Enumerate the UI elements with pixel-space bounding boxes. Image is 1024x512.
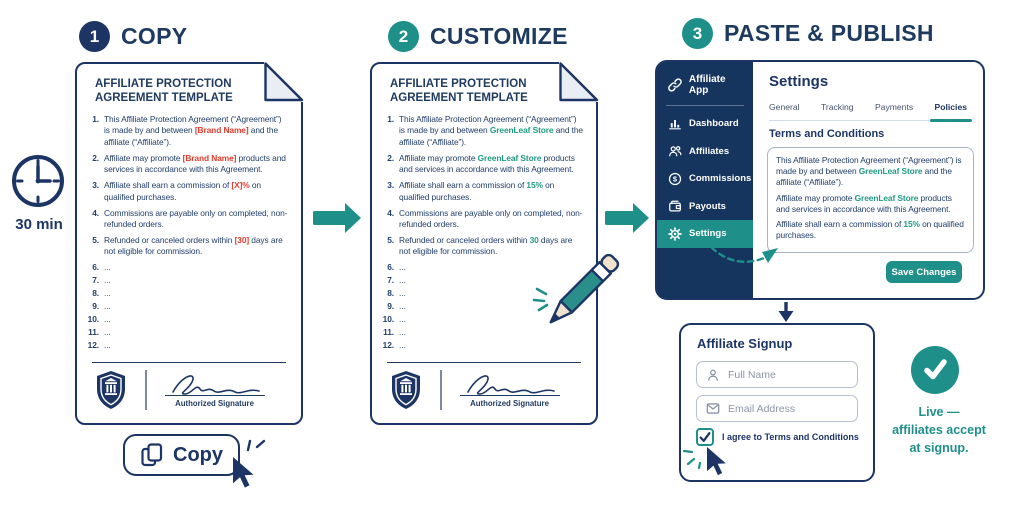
sidebar-item-settings[interactable] [657, 220, 753, 248]
terms-paragraph: This Affiliate Protection Agreement (“Agreement”) is made by and between GreenLeaf Store and the affiliate (“Affiliate”). [776, 155, 962, 187]
agreement-list [378, 114, 586, 352]
tab-tracking[interactable]: Tracking [820, 102, 854, 112]
agreement-item: 6. ... [387, 262, 406, 273]
folded-corner [264, 62, 304, 102]
svg-text:$: $ [672, 174, 678, 184]
copy-button-label: Copy [173, 443, 223, 466]
terms-paragraph: Affiliate shall earn a commission of 15% on qualified purchases. [776, 219, 964, 240]
agreement-item: 6. ... [92, 262, 111, 273]
settings-tabs [769, 102, 967, 121]
time-estimate-label: 30 min [15, 216, 63, 233]
document-footer [390, 365, 584, 415]
step-1-header [79, 21, 187, 52]
copy-icon [140, 442, 164, 468]
check-icon [698, 430, 712, 444]
affiliate-app-window [655, 60, 985, 300]
agreement-item: 2. Affiliate may promote GreenLeaf Store products and services in accordance with this Agreement. [387, 152, 575, 175]
sidebar-label: Commissions [689, 173, 752, 185]
agreement-item: 1. This Affiliate Protection Agreement (“Agreement”) is made by and between [Brand Name] and the affiliate (“Affiliate”). [92, 114, 282, 147]
tab-general[interactable]: General [769, 102, 800, 112]
full-name-input[interactable] [696, 361, 858, 388]
shield-icon [390, 369, 422, 411]
step-3-label: PASTE & PUBLISH [724, 20, 934, 46]
document-separator [387, 362, 581, 363]
document-title: AFFILIATE PROTECTION AGREEMENT TEMPLATE [95, 78, 233, 104]
people-icon [668, 144, 682, 158]
tab-policies[interactable]: Policies [934, 102, 967, 112]
signature-block [460, 372, 560, 408]
document-separator [92, 362, 286, 363]
agreement-item: 1. This Affiliate Protection Agreement (“Agreement”) is made by and between GreenLeaf Store and the affiliate (“Affiliate”). [387, 114, 583, 147]
signature-label: Authorized Signature [470, 399, 549, 408]
agreement-item: 2. Affiliate may promote [Brand Name] products and services in accordance with this Agreement. [92, 152, 286, 175]
email-placeholder: Email Address [728, 402, 796, 415]
step-1-label: COPY [121, 23, 188, 49]
customized-agreement-document [370, 62, 598, 425]
signature-block [165, 372, 265, 408]
agreement-template-document [75, 62, 303, 425]
agreement-item: 4. Commissions are payable only on completed, non-refunded orders. [387, 207, 583, 230]
agreement-item: 3. Affiliate shall earn a commission of [X]% on qualified purchases. [92, 180, 261, 202]
agreement-item: 9. ... [387, 301, 406, 312]
footer-divider [440, 370, 442, 410]
sidebar-item-payouts[interactable] [657, 193, 753, 221]
terms-checkbox-label: I agree to Terms and Conditions [722, 432, 859, 442]
sidebar-label: Dashboard [689, 118, 739, 130]
app-sidebar [657, 62, 753, 298]
step-2-badge: 2 [388, 21, 419, 52]
folded-corner [559, 62, 599, 102]
app-name: Affiliate App [688, 74, 726, 96]
full-name-placeholder: Full Name [728, 368, 776, 381]
link-icon [667, 77, 683, 93]
terms-agree-row [696, 428, 859, 446]
clock-icon [10, 153, 66, 209]
tab-payments[interactable]: Payments [874, 102, 914, 112]
terms-checkbox[interactable] [696, 428, 714, 446]
agreement-item: 12. ... [382, 340, 406, 351]
agreement-item: 5. Refunded or canceled orders within [30] days are not eligible for commission. [92, 235, 283, 257]
step-2-header [388, 21, 568, 52]
signature-label: Authorized Signature [175, 399, 254, 408]
agreement-item: 3. Affiliate shall earn a commission of 15% on qualified purchases. [387, 180, 555, 202]
agreement-item: 11. ... [88, 327, 111, 338]
app-logo [657, 62, 753, 105]
dollar-circle-icon [668, 172, 682, 186]
step-3-header [682, 18, 934, 49]
terms-textarea[interactable] [767, 147, 974, 253]
affiliate-signup-card [679, 323, 875, 482]
agreement-item: 8. ... [387, 288, 406, 299]
agreement-item: 10. ... [87, 314, 111, 325]
arrow-step2-to-step3 [605, 203, 649, 233]
copy-button[interactable] [123, 434, 240, 476]
agreement-item: 9. ... [92, 301, 111, 312]
agreement-item: 10. ... [382, 314, 406, 325]
agreement-list [83, 114, 291, 352]
success-check-circle-icon [911, 346, 959, 394]
save-changes-button[interactable]: Save Changes [886, 261, 962, 283]
footer-divider [145, 370, 147, 410]
wallet-icon [668, 199, 682, 213]
agreement-item: 4. Commissions are payable only on completed, non-refunded orders. [92, 207, 288, 230]
sidebar-item-dashboard[interactable] [657, 110, 753, 138]
bar-chart-icon [668, 117, 682, 131]
step-3-badge: 3 [682, 18, 713, 49]
settings-page-title: Settings [769, 73, 829, 90]
live-status-note: Live — affiliates accept at signup. [892, 405, 986, 455]
person-icon [706, 368, 720, 382]
sidebar-label: Affiliates [689, 145, 730, 157]
sidebar-label: Settings [689, 228, 727, 240]
gear-icon [668, 227, 682, 241]
cursor-click-sparks [248, 441, 264, 450]
agreement-item: 7. ... [92, 275, 111, 286]
shield-icon [95, 369, 127, 411]
signup-title: Affiliate Signup [697, 336, 793, 351]
arrow-step1-to-step2 [313, 203, 361, 233]
email-input[interactable] [696, 395, 858, 422]
agreement-item: 11. ... [383, 327, 406, 338]
sidebar-item-commissions[interactable] [657, 165, 753, 193]
terms-heading: Terms and Conditions [769, 128, 885, 140]
step-2-label: CUSTOMIZE [430, 23, 568, 49]
terms-paragraph: Affiliate may promote GreenLeaf Store products and services in accordance with this Agreement. [776, 192, 952, 214]
agreement-item: 12. ... [87, 340, 111, 351]
envelope-icon [706, 402, 720, 415]
agreement-item: 7. ... [387, 275, 406, 286]
arrow-window-to-signup [779, 302, 794, 322]
step-1-badge: 1 [79, 21, 110, 52]
sidebar-item-affiliates[interactable] [657, 138, 753, 166]
agreement-item: 8. ... [92, 288, 111, 299]
document-footer [95, 365, 289, 415]
document-title: AFFILIATE PROTECTION AGREEMENT TEMPLATE [390, 78, 528, 104]
agreement-item: 5. Refunded or canceled orders within 30 days are not eligible for commission. [387, 235, 573, 257]
sidebar-label: Payouts [689, 200, 726, 212]
